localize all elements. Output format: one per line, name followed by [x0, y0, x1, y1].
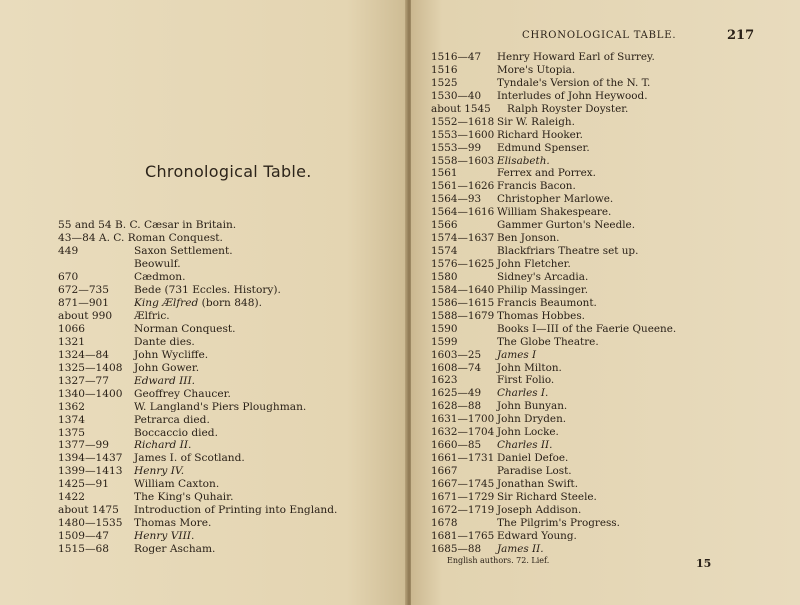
entry-event-text: Christopher Marlowe.	[497, 193, 614, 206]
entry-event	[497, 504, 581, 517]
entry-event	[497, 129, 583, 142]
entry-event	[497, 155, 550, 168]
entry-event	[134, 504, 337, 517]
entry-event	[497, 142, 590, 155]
entry-event	[497, 439, 552, 452]
entry-event-text: Henry IV.	[134, 465, 185, 478]
entry-event	[497, 206, 611, 219]
entry-date: 1671—1729	[431, 490, 495, 503]
entry-date: 670	[58, 270, 79, 283]
entry-event	[134, 297, 262, 310]
entry-event	[497, 180, 576, 193]
entry-date: 1558—1603	[431, 154, 495, 167]
entry-event-text: Jonathan Swift.	[497, 477, 579, 490]
signature-mark: 15	[696, 557, 712, 570]
entry-date: 1685—88	[431, 542, 482, 555]
entry-event-text: Geoffrey Chaucer.	[134, 387, 231, 400]
entry-date: 1394—1437	[58, 452, 123, 465]
entry-date: 1660—85	[431, 439, 482, 452]
entry-event-text: James I	[497, 348, 537, 361]
entry-event-text: Norman Conquest.	[134, 322, 236, 335]
entry-event-text: John Bunyan.	[497, 400, 568, 413]
entry-event-text: Gammer Gurton's Needle.	[497, 219, 636, 232]
entry-date: 1584—1640	[431, 283, 495, 296]
entry-date: 1590	[431, 322, 458, 335]
entry-date: 1661—1731	[431, 452, 495, 465]
entry-event-text: Henry VIII.	[134, 530, 195, 543]
entry-text: 55 and 54 B. C. Cæsar in Britain.	[58, 219, 237, 231]
entry-event	[497, 400, 567, 413]
entry-event	[497, 374, 554, 387]
entry-date: 1425—91	[58, 478, 110, 491]
entry-event	[497, 167, 596, 180]
entry-event-text: Charles II.	[497, 439, 553, 452]
entry-event-text: Paradise Lost.	[497, 465, 572, 477]
entry-event-text: John Gower.	[134, 361, 200, 374]
entry-date: 1566	[431, 219, 458, 232]
entry-date: 1509—47	[58, 530, 110, 543]
entry-event	[134, 310, 170, 323]
entry-event	[134, 478, 219, 491]
entry-event	[497, 323, 676, 336]
entry-date: 1374	[58, 413, 85, 426]
entry-event	[134, 336, 195, 349]
entry-event-text: Francis Bacon.	[497, 180, 576, 193]
entry-event	[497, 478, 578, 491]
entry-event	[497, 90, 648, 103]
entry-date: 672—735	[58, 283, 110, 296]
entry-date: about 1545	[431, 102, 491, 115]
entry-event	[134, 388, 231, 401]
entry-date: 1574	[431, 245, 458, 258]
entry-date: 1576—1625	[431, 258, 495, 270]
entry-date: 1516—47	[431, 51, 482, 63]
entry-event-text: James II.	[497, 542, 544, 555]
entry-event-text: Sidney's Arcadia.	[497, 270, 589, 283]
entry-event-text: The King's Quhair.	[134, 491, 234, 504]
entry-date: 449	[58, 244, 79, 257]
entry-event-text: John Locke.	[497, 426, 559, 439]
entry-event-text: Bede (731 Eccles. History).	[134, 283, 281, 296]
entry-date: 1340—1400	[58, 387, 123, 400]
entry-event	[497, 51, 655, 64]
entry-date: 1377—99	[58, 439, 110, 452]
entry-event-text: James I. of Scotland.	[134, 452, 245, 465]
entry-event	[134, 439, 191, 452]
entry-event	[497, 219, 635, 232]
entry-date: 1628—88	[431, 400, 482, 413]
entry-event	[497, 77, 650, 90]
entry-event	[134, 245, 233, 258]
entry-date: 1375	[58, 426, 85, 439]
entry-date: 1678	[431, 516, 458, 529]
entry-date: 1580	[431, 270, 458, 283]
entry-event-text: Introduction of Printing into England.	[134, 504, 338, 517]
entry-date: 1422	[58, 491, 85, 504]
entry-event-text: Boccaccio died.	[134, 426, 218, 439]
entry-event-text: Dante dies.	[134, 335, 195, 348]
entry-date: 1530—40	[431, 89, 482, 102]
entry-event	[497, 413, 566, 426]
entry-date: 1325—1408	[58, 361, 123, 374]
entry-date: 1681—1765	[431, 529, 495, 542]
entry-date: about 990	[58, 309, 113, 322]
entry-event-text: Henry Howard Earl of Surrey.	[497, 51, 655, 63]
entry-event	[497, 193, 613, 206]
entry-event-text: Blackfriars Theatre set up.	[497, 245, 639, 258]
entry-date: 871—901	[58, 296, 110, 309]
entry-event	[497, 271, 588, 284]
entry-event	[497, 517, 620, 530]
footer-note: English authors. 72. Lief.	[447, 556, 550, 565]
entry-date: 1516	[431, 63, 458, 76]
entry-date: 1321	[58, 335, 85, 348]
entry-event-text: Francis Beaumont.	[497, 296, 597, 309]
entry-date: 1574—1637	[431, 232, 495, 245]
entry-event-text: W. Langland's Piers Ploughman.	[134, 400, 307, 413]
entry-event	[497, 232, 559, 245]
entry-event	[497, 336, 599, 349]
entry-date: 1632—1704	[431, 426, 495, 439]
entry-date: 1603—25	[431, 348, 482, 361]
entry-date: 1608—74	[431, 361, 482, 374]
entry-event	[507, 103, 628, 116]
entry-date: 1553—99	[431, 141, 482, 154]
entry-event	[134, 258, 181, 271]
entry-event	[134, 284, 281, 297]
entry-event-text: Roger Ascham.	[134, 543, 216, 556]
entry-event-text: The Pilgrim's Progress.	[497, 516, 620, 529]
page-title: Chronological Table.	[145, 162, 312, 181]
entry-event	[497, 465, 572, 478]
entry-event	[497, 258, 571, 271]
entry-date: 1552—1618	[431, 115, 495, 128]
entry-event-text: Joseph Addison.	[497, 503, 582, 516]
entry-event	[497, 530, 577, 543]
entry-event-text: Ralph Royster Doyster.	[507, 102, 629, 115]
entry-event	[134, 414, 210, 427]
entry-date: 1561	[431, 167, 458, 180]
entry-event-text: John Fletcher.	[497, 258, 571, 270]
entry-event	[134, 401, 306, 414]
entry-date: 1667—1745	[431, 477, 495, 490]
entry-event	[497, 245, 638, 258]
entry-event-text: Edward Young.	[497, 529, 577, 542]
entry-event-text: Petrarca died.	[134, 413, 210, 426]
entry-event	[497, 284, 588, 297]
entry-date: 1066	[58, 322, 85, 335]
entry-event	[497, 310, 585, 323]
entry-date: 1327—77	[58, 374, 110, 387]
entry-event-text: King Ælfred	[134, 296, 199, 309]
entry-event	[134, 349, 208, 362]
entry-event-text: John Dryden.	[497, 413, 567, 426]
entry-event-text: Ælfric.	[134, 309, 170, 322]
entry-event-text: Elisabeth.	[497, 154, 550, 167]
entry-event	[497, 349, 536, 362]
entry-event-text: The Globe Theatre.	[497, 335, 599, 348]
entry-date: 1667	[431, 465, 458, 477]
entry-event	[497, 64, 575, 77]
entry-event	[134, 271, 185, 284]
entry-event	[134, 427, 218, 440]
entry-event-text: Thomas Hobbes.	[497, 309, 585, 322]
entry-event	[134, 375, 195, 388]
entry-event	[134, 491, 233, 504]
entry-event-text: Beowulf.	[134, 257, 181, 270]
entry-date: 1588—1679	[431, 309, 495, 322]
entry-date: 1480—1535	[58, 517, 123, 530]
entry-event-text: John Wycliffe.	[134, 348, 209, 361]
entry-event-text: Saxon Settlement.	[134, 244, 233, 257]
entry-event	[497, 452, 568, 465]
entry-event-text: Philip Massinger.	[497, 283, 589, 296]
entry-event-text: Cædmon.	[134, 270, 186, 283]
entry-event	[134, 323, 236, 336]
entry-event-text: William Caxton.	[134, 478, 220, 491]
entry-event-text: Interludes of John Heywood.	[497, 89, 648, 102]
entry-date: 1623	[431, 374, 458, 387]
entry-event	[134, 362, 199, 375]
entry-event-text: Ferrex and Porrex.	[497, 167, 596, 180]
entry-event-text: Charles I.	[497, 387, 549, 400]
entry-event-text: First Folio.	[497, 374, 555, 387]
entry-event	[497, 362, 562, 375]
running-head: CHRONOLOGICAL TABLE.	[522, 30, 677, 41]
entry-event-text: Tyndale's Version of the N. T.	[497, 76, 651, 89]
entry-event-text: Sir W. Raleigh.	[497, 115, 575, 128]
entry-event	[134, 452, 245, 465]
entry-event-text: John Milton.	[497, 361, 562, 374]
entry-date: 1586—1615	[431, 296, 495, 309]
entry-date: 1399—1413	[58, 465, 123, 478]
entry-event-text: Edmund Spenser.	[497, 141, 590, 154]
entry-date: 1625—49	[431, 387, 482, 400]
entry-date: 1672—1719	[431, 503, 495, 516]
entry-date: 1564—1616	[431, 206, 495, 219]
entry-event-text: Books I—III of the Faerie Queene.	[497, 322, 677, 335]
entry-date: 1599	[431, 335, 458, 348]
entry-event-text: Edward III.	[134, 374, 196, 387]
entry-date: 1362	[58, 400, 85, 413]
entry-event-text: Richard II.	[134, 439, 192, 452]
entry-event	[134, 517, 211, 530]
entry-date: 1525	[431, 76, 458, 89]
entry-event	[497, 297, 597, 310]
entry-event	[497, 426, 559, 439]
entry-date: 1553—1600	[431, 128, 495, 141]
page-number: 217	[727, 28, 755, 43]
entry-date: 1561—1626	[431, 180, 495, 193]
entry-event-text: William Shakespeare.	[497, 206, 612, 219]
entry-date: 1324—84	[58, 348, 110, 361]
entry-event-text: More's Utopia.	[497, 63, 576, 76]
entry-event	[497, 116, 575, 129]
entry-event-text: Thomas More.	[134, 517, 212, 530]
entry-event	[497, 387, 548, 400]
entry-event	[497, 543, 544, 556]
entry-text: 43—84 A. C. Roman Conquest.	[58, 231, 223, 244]
entry-event-text: Ben Jonson.	[497, 232, 560, 245]
entry-date: 1631—1700	[431, 413, 495, 426]
entry-event-suffix: (born 848).	[198, 296, 262, 309]
entry-event-text: Daniel Defoe.	[497, 452, 569, 465]
entry-event	[134, 530, 194, 543]
entry-event	[497, 491, 597, 504]
entry-date: 1515—68	[58, 543, 110, 556]
entry-event	[134, 465, 184, 478]
entry-event-text: Richard Hooker.	[497, 128, 583, 141]
entry-date: 1564—93	[431, 193, 482, 206]
entry-date: about 1475	[58, 504, 119, 517]
entry-event-text: Sir Richard Steele.	[497, 490, 597, 503]
entry-event	[134, 543, 215, 556]
